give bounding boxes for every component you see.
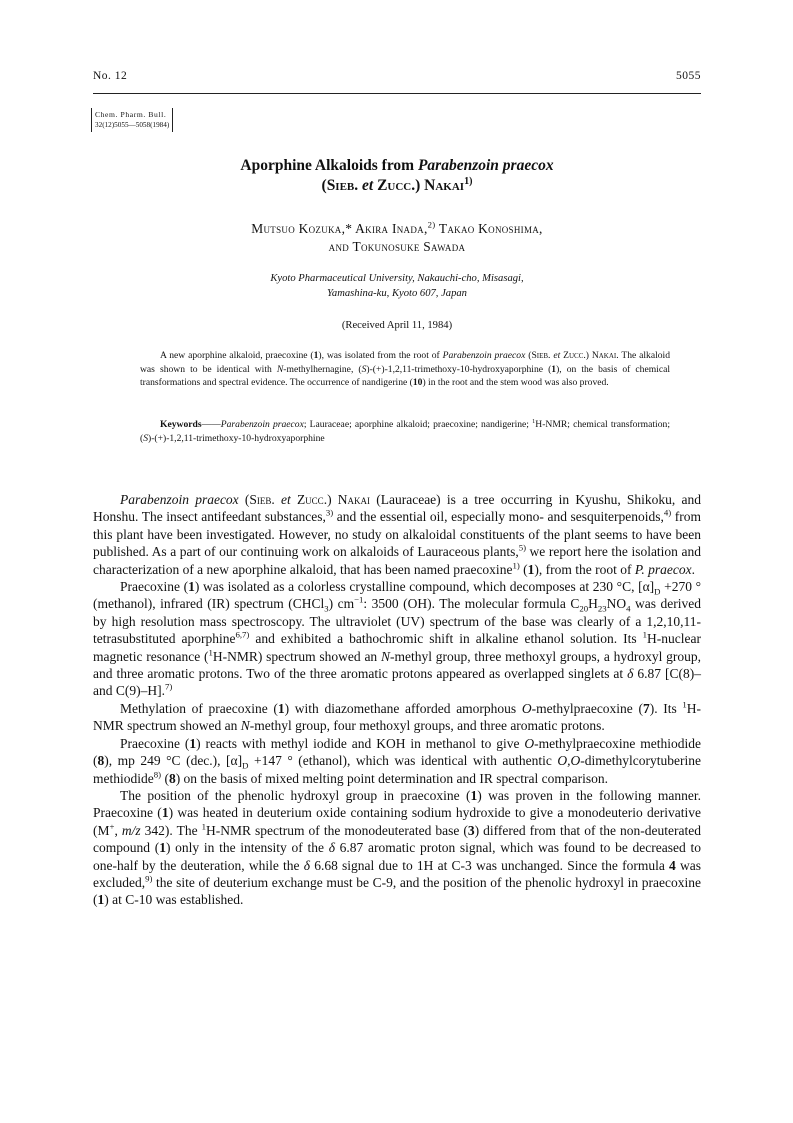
keywords-text: Keywords——Parabenzoin praecox; Lauraceae; aporphine alkaloid; praecoxine; nandigerine; $^1$H-NMR; chemical transformation; (S)-(+)-1,2,11-trimethoxy-10-hydroxyaporphine [140,417,670,444]
header-rule [93,93,701,94]
paragraph-5: The position of the phenolic hydroxyl group in praecoxine (1) was proven in the following manner. Praecoxine (1) was heated in deuterium oxide containing sodium hydroxide to give a monodeuterio derivative (M+, m/z 342). The $^1$H-NMR spectrum of the monodeuterated base (3) differed from that of the non-deuterated compound (1) only in the intensity of the δ 6.87 aromatic proton signal, which was found to be decreased to one-half by the deuteration, while the δ 6.68 signal due to 1H at C-3 was unchanged. Since the formula 4 was excluded,$^{9)}$ the site of deuterium exchange must be C-9, and the position of the phenolic hydroxyl in praecoxine (1) at C-10 was established. [93,787,701,908]
received-date: (Received April 11, 1984) [341,320,453,331]
abstract-text: A new aporphine alkaloid, praecoxine (1), was isolated from the root of Parabenzoin praecox (Sieb. et Zucc.) Nakai. The alkaloid was shown to be identical with N-methylhernagine, (S)-(+)-1,2,11-trimethoxy-10-hydroxyaporphine (1), on the basis of chemical transformations and spectral evidence. The occurrence of nandigerine (10) in the root and the stem wood was also proved. [140,350,671,389]
article-title-line1: Aporphine Alkaloids from Parabenzoin praecox [240,157,554,174]
footnote-ref: 2) [427,219,436,230]
author-list-line1: Mutsuo Kozuka,* Akira Inada,$^{2)}$ Takao Konoshima, [251,219,543,236]
paragraph-2: Praecoxine (1) was isolated as a colorless crystalline compound, which decomposes at 230 °C, $[\alpha]_D +270$ ° (methanol), infrared (IR) spectrum (CHCl$_3$) $cm^{-1}$: 3500 (OH). The molecular formula $C_{20}H_{23}NO_4$ was derived by high resolution mass spectroscopy. The ultraviolet (UV) spectrum of the base was clearly of a 1,2,10,11-tetrasubstituted aporphine$^{6,7)}$ and exhibited a bathochromic shift in alkaline ethanol solution. Its $^1$H-nuclear magnetic resonance ($^1$H-NMR) spectrum showed an N-methyl group, three methoxyl groups, a hydroxyl group, and three aromatic protons. Two of the three aromatic protons appeared as overlapped singlets at δ 6.87 [C(8)– and C(9)–H].$^{7)}$ [93,579,702,699]
journal-volume-pages: 32(12)5055—5058(1984) [95,121,170,129]
issue-number: No. 12 [93,70,128,82]
affiliation-line2: Yamashina-ku, Kyoto 607, Japan [327,288,467,299]
paragraph-3: Methylation of praecoxine (1) with diazomethane afforded amorphous O-methylpraecoxine (7). Its $^1$H-NMR spectrum showed an N-methyl group, four methoxyl groups, and three aromatic protons. [93,699,702,734]
keywords-label: Keywords [160,419,202,430]
paragraph-4: Praecoxine (1) reacts with methyl iodide and KOH in methanol to give O-methylpraecoxine methiodide (8), mp 249 °C (dec.), $[\alpha]_D +147$ ° (ethanol), which was identical with authentic O,O-dimethylcorytuberine methiodide$^{8)}$ (8) on the basis of mixed melting point determination and IR spectral comparison. [93,735,701,786]
species-name: Parabenzoin praecox [417,157,554,174]
paragraph-1: Parabenzoin praecox (Sieb. et Zucc.) Nakai (Lauraceae) is a tree occurring in Kyushu, Shikoku, and Honshu. The insect antifeedant substances,$^{3)}$ and the essential oil, especially mono- and sesquiterpenoids,$^{4)}$ from this plant have been investigated. However, no study on alkaloidal constituents of the plant seems to have been published. As a part of our continuing work on alkaloids of Lauraceous plants,$^{5)}$ we report here the isolation and characterization of a new aporphine alkaloid, that has been named praecoxine$^{1)}$ (1), from the root of P. praecox. [93,492,701,577]
author-list-line2: and Tokunosuke Sawada [328,239,466,254]
keywords [140,418,670,445]
abstract [140,349,670,390]
affiliation-line1: Kyoto Pharmaceutical University, Nakauchi-cho, Misasagi, [270,273,524,284]
article-title-line2: (Sieb. et Zucc.) Nakai$^{1)}$ [321,175,473,194]
journal-citation-box [91,108,173,132]
body-text [93,491,701,909]
journal-name: Chem. Pharm. Bull. [95,110,167,119]
footnote-ref: 1) [464,175,473,187]
page-number: 5055 [676,70,701,82]
